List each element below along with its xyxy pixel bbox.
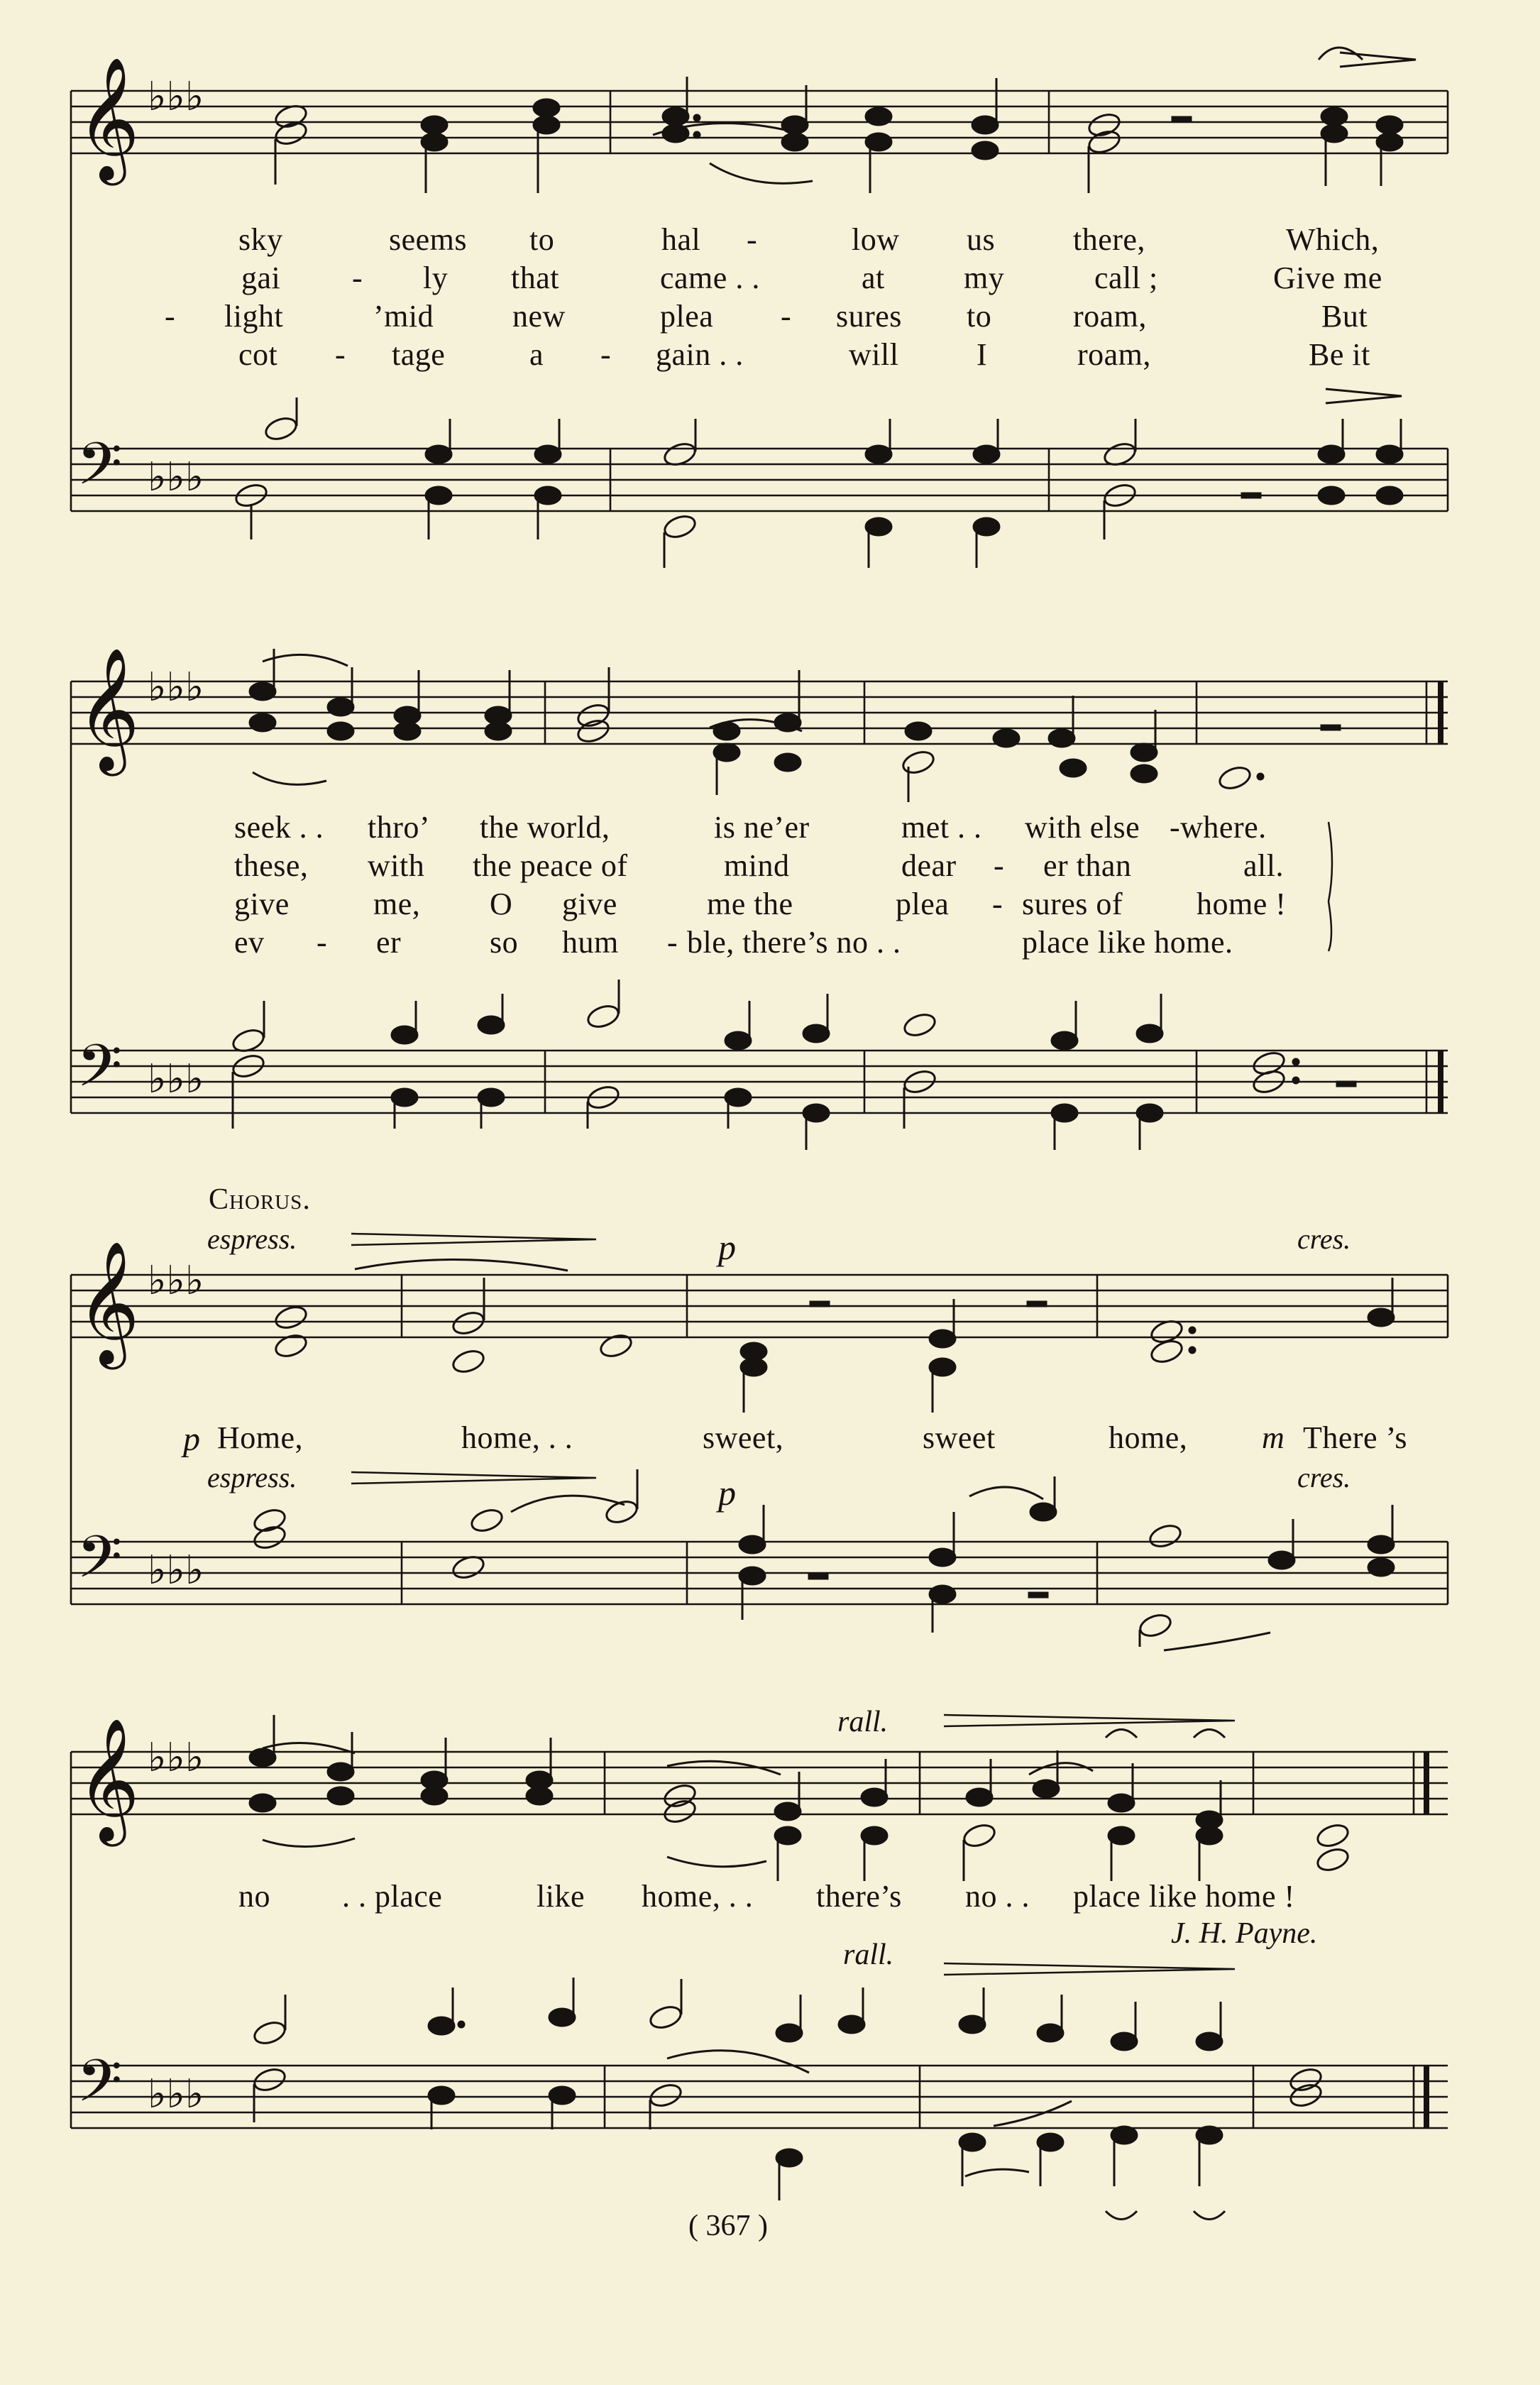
lyric-syllable: dear bbox=[901, 848, 957, 883]
lyric-syllable: ble, there’s no . . bbox=[687, 925, 901, 960]
lyric-syllable: my bbox=[964, 261, 1005, 295]
bass-clef-icon: 𝄢 bbox=[77, 1031, 123, 1114]
lyric-syllable: plea bbox=[660, 299, 714, 334]
lyric-syllable: like bbox=[537, 1879, 585, 1914]
lyric-syllable: seems bbox=[389, 222, 468, 257]
lyric-syllable: - bbox=[335, 337, 346, 372]
lyric-syllable: with bbox=[368, 848, 425, 883]
dynamic-marking: p bbox=[718, 1473, 736, 1513]
lyric-syllable: there’s bbox=[816, 1879, 902, 1914]
lyric-syllable: came . . bbox=[660, 261, 760, 295]
cresc-marking: cres. bbox=[1297, 1223, 1351, 1255]
lyric-syllable: cot bbox=[238, 337, 278, 372]
key-signature-flats-icon: ♭♭♭ bbox=[148, 1258, 204, 1304]
lyric-syllable: gain . . bbox=[656, 337, 744, 372]
lyric-syllable: Give me bbox=[1273, 261, 1382, 295]
lyric-syllable: us bbox=[967, 222, 996, 257]
lyric-syllable: er than bbox=[1043, 848, 1132, 883]
author-credit: J. H. Payne. bbox=[1171, 1917, 1318, 1950]
bass-clef-icon: 𝄢 bbox=[77, 2046, 123, 2129]
lyric-syllable: home, . . bbox=[461, 1420, 573, 1455]
lyric-syllable: to bbox=[529, 222, 555, 257]
lyric-syllable: . . place bbox=[342, 1879, 443, 1914]
lyric-syllable: that bbox=[511, 261, 559, 295]
bass-clef-icon: 𝄢 bbox=[77, 429, 123, 512]
lyric-syllable: sweet bbox=[923, 1420, 996, 1455]
expression-marking: espress. bbox=[207, 1462, 297, 1493]
lyric-syllable: a bbox=[529, 337, 544, 372]
lyric-syllable: thro’ bbox=[368, 810, 431, 845]
lyric-syllable: Be it bbox=[1309, 337, 1370, 372]
treble-staff-3 bbox=[71, 1275, 1448, 1337]
dynamic-marking: p bbox=[183, 1420, 201, 1458]
lyric-syllable: There ’s bbox=[1303, 1420, 1407, 1455]
lyric-syllable: all. bbox=[1243, 848, 1284, 883]
rall-marking: rall. bbox=[837, 1706, 889, 1738]
cresc-marking: cres. bbox=[1297, 1462, 1351, 1493]
lyric-syllable: sweet, bbox=[703, 1420, 784, 1455]
treble-clef-icon: 𝄞 bbox=[77, 57, 140, 180]
key-signature-flats-icon: ♭♭♭ bbox=[148, 664, 204, 711]
dynamic-marking: m bbox=[1262, 1420, 1285, 1455]
lyric-syllable: no . . bbox=[965, 1879, 1030, 1914]
bass-staff-1 bbox=[71, 449, 1448, 511]
lyric-syllable: call ; bbox=[1094, 261, 1158, 295]
bass-staff-4 bbox=[71, 2066, 1448, 2128]
lyric-syllable: Home, bbox=[217, 1420, 304, 1455]
lyric-syllable: - bbox=[667, 925, 678, 960]
lyric-syllable: roam, bbox=[1073, 299, 1147, 334]
lyric-syllable: tage bbox=[392, 337, 446, 372]
lyric-syllable: - bbox=[781, 299, 792, 334]
treble-staff-4 bbox=[71, 1752, 1448, 1814]
lyric-syllable: the world, bbox=[480, 810, 610, 845]
treble-clef-icon: 𝄞 bbox=[77, 647, 140, 771]
lyric-syllable: home, . . bbox=[642, 1879, 754, 1914]
lyric-syllable: mind bbox=[724, 848, 790, 883]
lyric-syllable: hal bbox=[661, 222, 701, 257]
lyric-syllable: home, bbox=[1109, 1420, 1188, 1455]
lyric-syllable: home ! bbox=[1197, 887, 1287, 921]
lyric-syllable: seek . . bbox=[234, 810, 324, 845]
lyric-syllable: -where. bbox=[1170, 810, 1267, 845]
treble-clef-icon: 𝄞 bbox=[77, 1718, 140, 1841]
bass-staff-2 bbox=[71, 1051, 1448, 1113]
lyric-syllable: gai bbox=[241, 261, 281, 295]
lyric-syllable: will bbox=[849, 337, 899, 372]
lyric-syllable: met . . bbox=[901, 810, 982, 845]
lyric-syllable: roam, bbox=[1077, 337, 1151, 372]
page-number: ( 367 ) bbox=[688, 2210, 768, 2242]
lyric-syllable: me the bbox=[707, 887, 793, 921]
lyric-syllable: place like home. bbox=[1022, 925, 1233, 960]
lyric-syllable: sky bbox=[238, 222, 283, 257]
lyric-syllable: the peace of bbox=[473, 848, 628, 883]
lyric-syllable: there, bbox=[1073, 222, 1145, 257]
lyric-syllable: so bbox=[490, 925, 519, 960]
lyric-syllable: sures bbox=[836, 299, 902, 334]
lyric-syllable: to bbox=[967, 299, 992, 334]
key-signature-flats-icon: ♭♭♭ bbox=[148, 1735, 204, 1781]
lyric-syllable: at bbox=[862, 261, 885, 295]
lyric-syllable: ly bbox=[423, 261, 449, 295]
key-signature-flats-icon: ♭♭♭ bbox=[148, 74, 204, 120]
lyric-syllable: give bbox=[562, 887, 617, 921]
lyric-syllable: O bbox=[490, 887, 513, 921]
lyric-syllable: I bbox=[977, 337, 988, 372]
lyric-syllable: new bbox=[512, 299, 566, 334]
key-signature-flats-icon: ♭♭♭ bbox=[148, 454, 204, 500]
lyric-syllable: But bbox=[1321, 299, 1368, 334]
lyric-syllable: low bbox=[852, 222, 900, 257]
lyric-syllable: me, bbox=[373, 887, 421, 921]
lyric-syllable: is ne’er bbox=[714, 810, 810, 845]
lyric-syllable: place like home ! bbox=[1073, 1879, 1295, 1914]
treble-staff-2 bbox=[71, 681, 1448, 744]
treble-clef-icon: 𝄞 bbox=[77, 1241, 140, 1364]
lyric-syllable: these, bbox=[234, 848, 309, 883]
lyric-syllable: - bbox=[994, 848, 1005, 883]
lyric-syllable: with else bbox=[1025, 810, 1140, 845]
rall-marking: rall. bbox=[843, 1939, 894, 1971]
lyric-syllable: - bbox=[352, 261, 363, 295]
lyric-syllable: light bbox=[224, 299, 284, 334]
key-signature-flats-icon: ♭♭♭ bbox=[148, 1056, 204, 1102]
key-signature-flats-icon: ♭♭♭ bbox=[148, 2071, 204, 2117]
lyric-syllable: no bbox=[238, 1879, 270, 1914]
lyric-syllable: - bbox=[600, 337, 612, 372]
lyric-syllable: ev bbox=[234, 925, 265, 960]
lyric-syllable: ’mid bbox=[373, 299, 434, 334]
expression-marking: espress. bbox=[207, 1223, 297, 1255]
lyric-syllable: - bbox=[747, 222, 758, 257]
lyric-syllable: sures of bbox=[1022, 887, 1123, 921]
lyric-syllable: hum bbox=[562, 925, 619, 960]
key-signature-flats-icon: ♭♭♭ bbox=[148, 1547, 204, 1594]
lyric-syllable: er bbox=[376, 925, 402, 960]
chorus-heading: Chorus. bbox=[209, 1183, 311, 1216]
dynamic-marking: p bbox=[718, 1227, 736, 1267]
lyric-syllable: - bbox=[992, 887, 1003, 921]
bass-clef-icon: 𝄢 bbox=[77, 1523, 123, 1606]
lyric-syllable: - bbox=[165, 299, 176, 334]
lyric-syllable: plea bbox=[896, 887, 950, 921]
lyric-syllable: give bbox=[234, 887, 290, 921]
lyric-syllable: Which, bbox=[1286, 222, 1380, 257]
lyric-syllable: - bbox=[317, 925, 328, 960]
